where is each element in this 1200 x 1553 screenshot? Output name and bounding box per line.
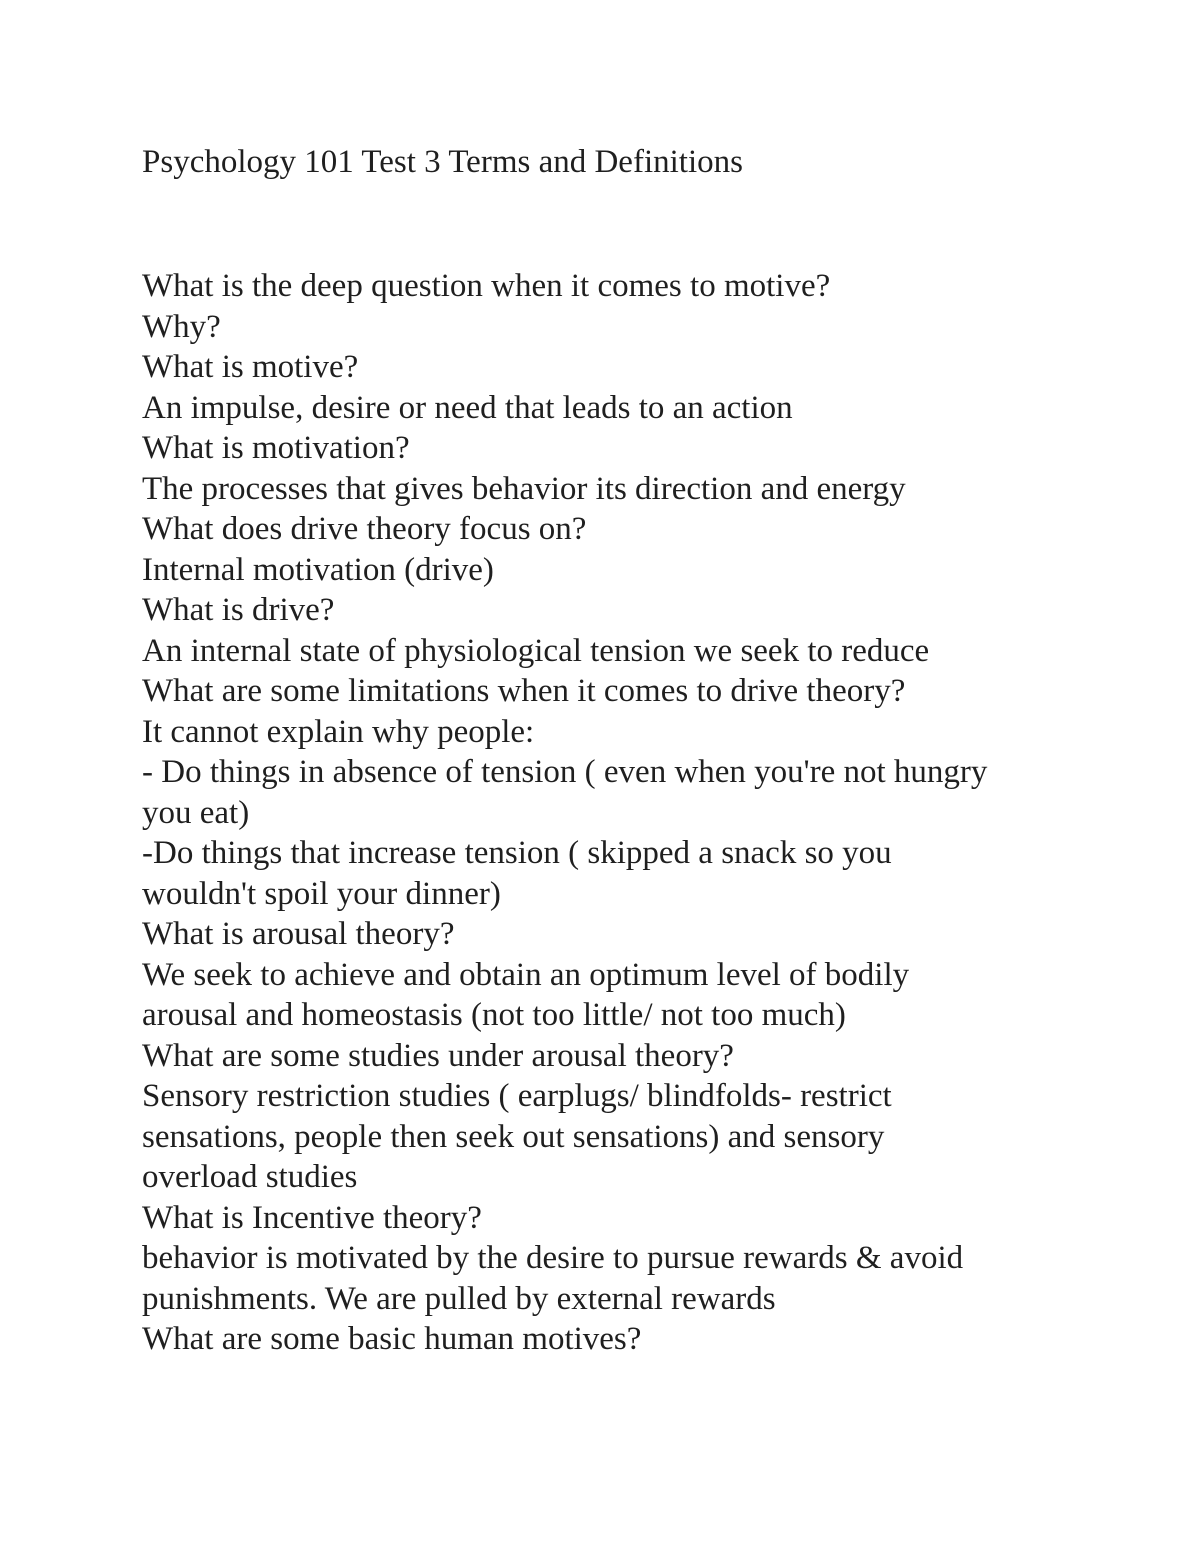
answer-line: The processes that gives behavior its direction and energy bbox=[142, 470, 906, 507]
answer-line: overload studies bbox=[142, 1159, 358, 1195]
answer-line: behavior is motivated by the desire to pursue rewards & avoid bbox=[142, 1240, 964, 1276]
question-line: What are some studies under arousal theory? bbox=[142, 1037, 734, 1074]
question-line: What is arousal theory? bbox=[142, 916, 455, 952]
answer-line: An impulse, desire or need that leads to an action bbox=[142, 389, 793, 426]
page-title: Psychology 101 Test 3 Terms and Definitions bbox=[142, 144, 743, 180]
answer-line: It cannot explain why people: bbox=[142, 713, 535, 750]
answer-line: -Do things that increase tension ( skipped a snack so you bbox=[142, 835, 892, 871]
question-line: What is Incentive theory? bbox=[142, 1199, 482, 1236]
answer-line: sensations, people then seek out sensations) and sensory bbox=[142, 1118, 885, 1155]
answer-line: Sensory restriction studies ( earplugs/ blindfolds- restrict bbox=[142, 1078, 892, 1114]
answer-line: We seek to achieve and obtain an optimum level of bodily bbox=[142, 956, 910, 993]
question-line: What is motivation? bbox=[142, 430, 410, 466]
question-line: What are some basic human motives? bbox=[142, 1321, 642, 1357]
answer-line: An internal state of physiological tension we seek to reduce bbox=[142, 632, 930, 669]
question-line: What is the deep question when it comes to motive? bbox=[142, 268, 831, 304]
answer-line: - Do things in absence of tension ( even when you're not hungry bbox=[142, 754, 988, 790]
question-line: What is drive? bbox=[142, 592, 335, 628]
answer-line: punishments. We are pulled by external rewards bbox=[142, 1280, 776, 1317]
question-line: What is motive? bbox=[142, 349, 359, 385]
answer-line: wouldn't spoil your dinner) bbox=[142, 875, 501, 912]
document-body bbox=[142, 266, 1082, 1360]
answer-line: you eat) bbox=[142, 794, 250, 831]
answer-line: Internal motivation (drive) bbox=[142, 551, 494, 588]
answer-line: arousal and homeostasis (not too little/ not too much) bbox=[142, 997, 846, 1033]
question-line: What are some limitations when it comes to drive theory? bbox=[142, 673, 906, 709]
answer-line: Why? bbox=[142, 308, 221, 345]
question-line: What does drive theory focus on? bbox=[142, 511, 587, 547]
